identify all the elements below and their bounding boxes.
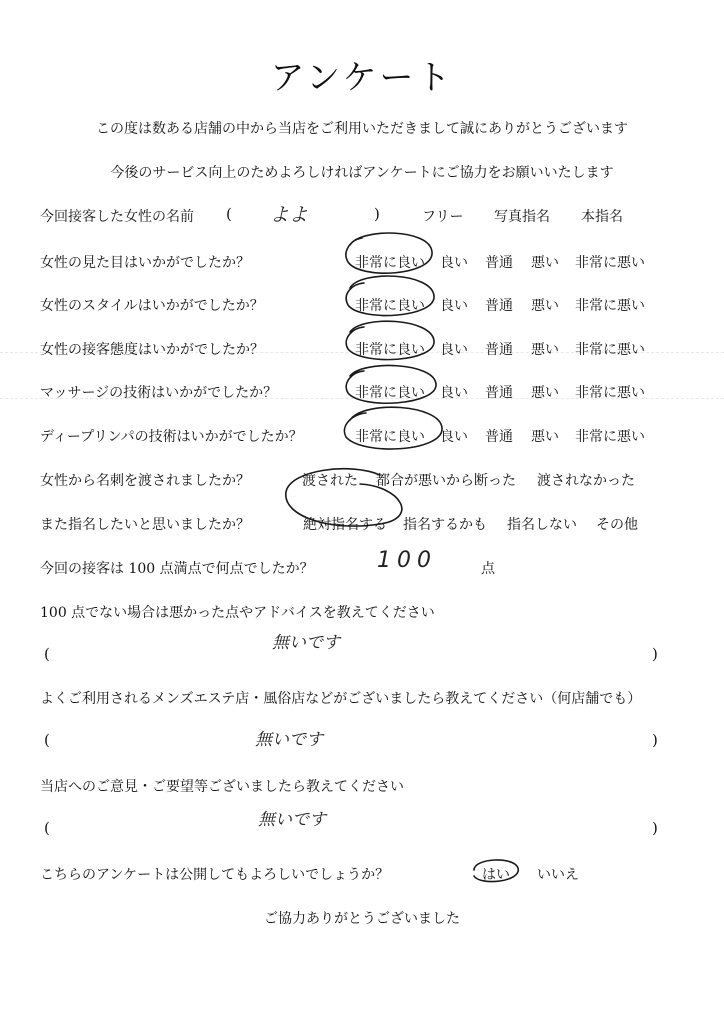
rating-option: 普通 [485,385,513,401]
name-open-paren: ( [226,205,232,223]
other-shops-question-label: よくご利用されるメンズエステ店・風俗店などがございましたら教えてください（何店舗でも） [40,691,642,707]
name-option-main: 本指名 [581,209,623,225]
rating-option: 悪い [531,255,559,271]
survey-title: アンケート [270,58,454,98]
rating-option: 非常に悪い [575,255,645,271]
repeat-option-no: 指名しない [507,517,577,533]
rating-option: 非常に良い [355,255,425,271]
card-question-label: 女性から名刺を渡されましたか？ [40,473,250,489]
rating-option: 非常に良い [355,385,425,401]
publish-question-label: こちらのアンケートは公開してもよろしいでしょうか？ [40,867,390,883]
name-close-paren: ) [374,205,380,223]
advice-close-paren: ) [652,645,658,663]
score-question-label: 今回の接客は 100 点満点で何点でしたか？ [40,561,314,577]
score-unit: 点 [481,561,495,577]
rating-option: 悪い [531,429,559,445]
rating-question-label: ディープリンパの技術はいかがでしたか？ [40,429,303,445]
rating-option: 非常に悪い [575,385,645,401]
rating-option: 良い [440,298,468,314]
publish-option-yes: はい [482,867,510,883]
rating-option: 悪い [531,385,559,401]
other-shops-close-paren: ) [652,731,658,749]
rating-option: 普通 [485,429,513,445]
rating-option: 非常に良い [355,342,425,358]
rating-option: 非常に悪い [575,342,645,358]
name-option-photo: 写真指名 [494,209,550,225]
rating-option: 良い [440,385,468,401]
rating-option: 良い [440,429,468,445]
rating-option: 悪い [531,298,559,314]
repeat-option-other: その他 [596,517,638,533]
score-handwritten: 100 [377,548,437,573]
rating-question-label: 女性のスタイルはいかがでしたか？ [40,298,264,314]
intro-line-1: この度は数ある店舗の中から当店をご利用いただきまして誠にありがとうございます [96,121,628,137]
rating-option: 良い [440,255,468,271]
card-option-received: 渡された [302,473,358,489]
rating-option: 悪い [531,342,559,358]
rating-option: 普通 [485,255,513,271]
advice-open-paren: ( [44,645,50,663]
repeat-option-definitely: 絶対指名する [303,517,387,533]
rating-option: 非常に悪い [575,298,645,314]
rating-option: 普通 [485,298,513,314]
other-shops-handwritten: 無いです [255,730,323,750]
repeat-question-label: また指名したいと思いましたか？ [40,517,250,533]
rating-option: 普通 [485,342,513,358]
card-option-declined: 都合が悪いから断った [376,473,516,489]
rating-question-label: 女性の接客態度はいかがでしたか？ [40,342,264,358]
name-option-free: フリー [422,209,464,225]
rating-option: 非常に良い [355,298,425,314]
advice-question-label: 100 点でない場合は悪かった点やアドバイスを教えてください [40,605,435,621]
rating-question-label: 女性の見た目はいかがでしたか？ [40,255,250,271]
rating-option: 非常に悪い [575,429,645,445]
name-question-label: 今回接客した女性の名前 [40,209,194,225]
intro-line-2: 今後のサービス向上のためよろしければアンケートにご協力をお願いいたします [110,165,614,181]
rating-option: 非常に良い [355,429,425,445]
name-handwritten: よよ [270,204,309,226]
feedback-close-paren: ) [652,819,658,837]
closing-message: ご協力ありがとうございました [264,911,460,927]
feedback-open-paren: ( [44,819,50,837]
feedback-question-label: 当店へのご意見・ご要望等ございましたら教えてください [40,779,404,795]
repeat-option-maybe: 指名するかも [403,517,487,533]
other-shops-open-paren: ( [44,731,50,749]
rating-question-label: マッサージの技術はいかがでしたか？ [40,385,278,401]
advice-handwritten: 無いです [272,633,340,653]
rating-option: 良い [440,342,468,358]
card-option-not-received: 渡されなかった [537,473,635,489]
publish-option-no: いいえ [537,867,579,883]
feedback-handwritten: 無いです [258,810,326,830]
